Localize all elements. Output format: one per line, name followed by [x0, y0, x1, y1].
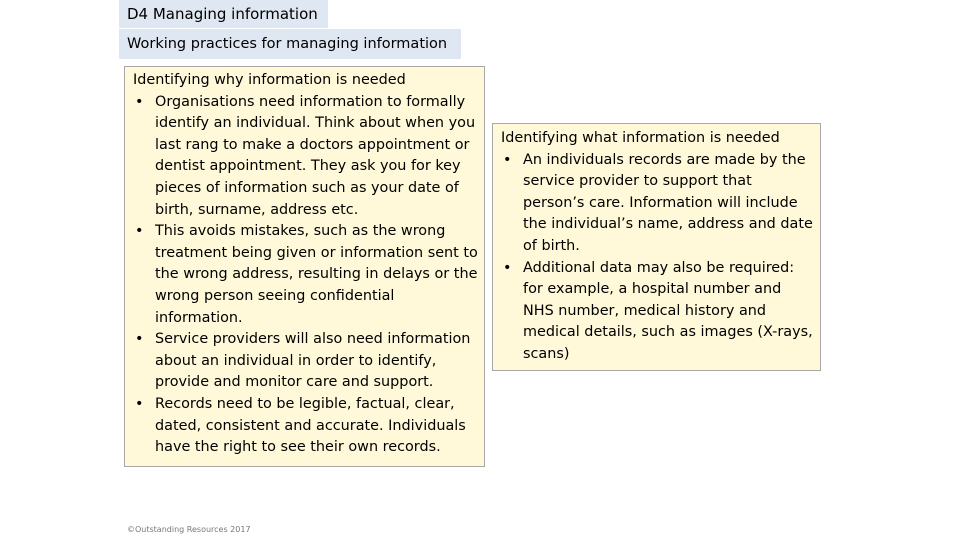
- bullet-text: Organisations need information to formally identify an individual. Think about when you last rang to make a doctors appointment or dentist appointment. They ask you for key pieces of information such as your date of birth, surname, address etc.: [155, 93, 476, 218]
- list-item: [133, 221, 478, 329]
- bullet-text: Additional data may also be required: for example, a hospital number and NHS number, medical history and medical details, such as images (X-rays, scans): [523, 259, 813, 362]
- bullet-icon: •: [503, 151, 512, 168]
- list-item: [501, 150, 814, 258]
- panel-heading: Identifying why information is needed: [133, 72, 406, 88]
- list-item: [133, 394, 478, 459]
- slide-title: D4 Managing information: [119, 0, 328, 28]
- bullet-text: Service providers will also need information about an individual in order to identify, provide and monitor care and support.: [155, 331, 471, 391]
- bullet-icon: •: [135, 331, 144, 348]
- bullet-text: Records need to be legible, factual, clear, dated, consistent and accurate. Individuals have the right to see their own records.: [155, 395, 466, 456]
- bullet-icon: •: [135, 395, 144, 412]
- bullet-icon: •: [135, 223, 144, 240]
- list-item: [133, 329, 478, 394]
- slide-subtitle: Working practices for managing information: [119, 29, 461, 59]
- why-information-panel: [124, 66, 485, 467]
- panel-heading: Identifying what information is needed: [501, 130, 780, 146]
- list-item: [501, 258, 814, 366]
- what-information-panel: [492, 123, 821, 371]
- bullet-text: An individuals records are made by the service provider to support that person’s care. Information will include the individual’s name, address and date of birth.: [523, 151, 813, 254]
- bullet-list: [501, 150, 814, 366]
- bullet-list: [133, 92, 478, 459]
- bullet-icon: •: [503, 259, 512, 276]
- copyright-footer: ©Outstanding Resources 2017: [127, 525, 251, 534]
- bullet-text: This avoids mistakes, such as the wrong treatment being given or information sent to the wrong address, resulting in delays or the wrong person seeing confidential information.: [155, 223, 478, 326]
- bullet-icon: •: [135, 93, 144, 110]
- list-item: [133, 92, 478, 222]
